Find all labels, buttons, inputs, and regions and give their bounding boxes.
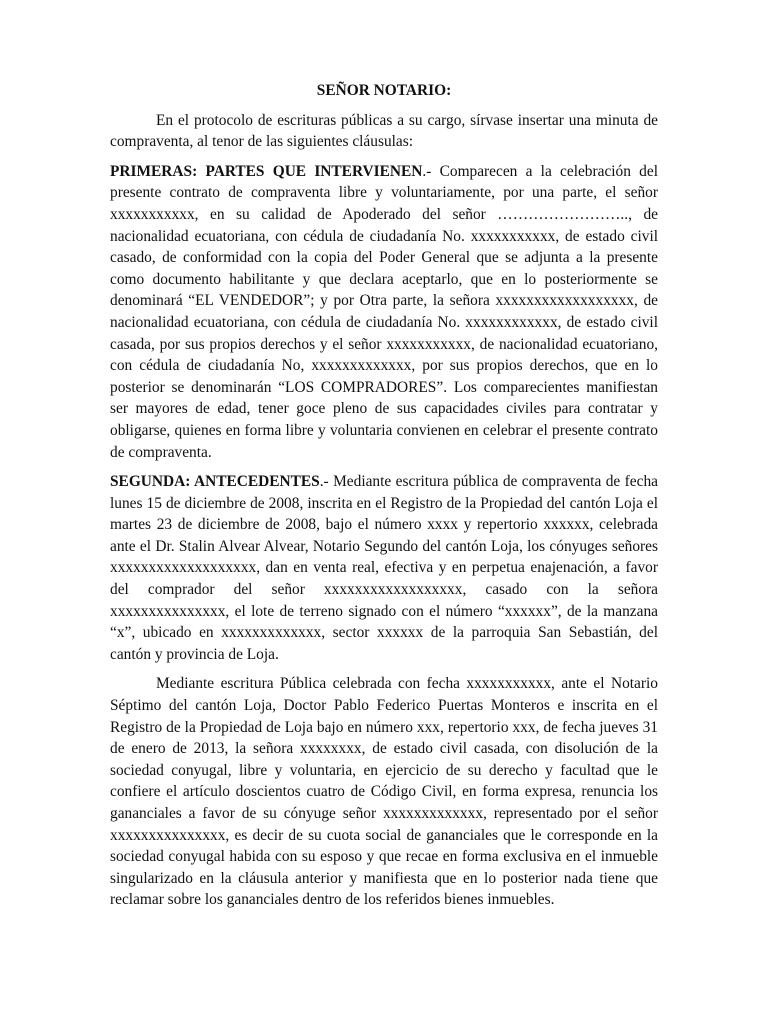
clause-background-text: .- Mediante escritura pública de compraventa de fecha lunes 15 de diciembre de 2008, inscrita en el Registro de la Propiedad del cantón Loja el martes 23 de diciembre de 2008, bajo el número xxxx y repertorio xxxxxx, celebrada ante el Dr. Stalin Alvear Alvear, Notario Segundo del cantón Loja, los cónyuges señores xxxxxxxxxxxxxxxxxxx, dan en venta real, efectiva y en perpetua enajenación, a favor del comprador del señor xxxxxxxxxxxxxxxxxx, casado con la señora xxxxxxxxxxxxxxx, el lote de terreno signado con el número “xxxxxx”, de la manzana “x”, ubicado en xxxxxxxxxxxxx, sector xxxxxx de la parroquia San Sebastián, del cantón y provincia de Loja. <box>110 473 658 663</box>
document-title: SEÑOR NOTARIO: <box>316 82 452 99</box>
clause-parties-heading: PRIMERAS: PARTES QUE INTERVIENEN <box>110 162 423 180</box>
clause-background-heading: SEGUNDA: ANTECEDENTES <box>110 473 320 491</box>
document-body <box>110 80 658 919</box>
intro-paragraph: En el protocolo de escrituras públicas a su cargo, sírvase insertar una minuta de compraventa, al tenor de las siguientes cláusulas: <box>110 111 658 151</box>
clause-parties-paragraph <box>110 161 658 463</box>
clause-background-paragraph <box>110 471 658 665</box>
clause-parties-text: .- Comparecen a la celebración del presente contrato de compraventa libre y voluntariamente, por una parte, el señor xxxxxxxxxxx, en su calidad de Apoderado del señor …………………….., de nacionalidad ecuatoriana, con cédula de ciudadanía No. xxxxxxxxxxx, de estado civil casado, de conformidad con la copia del Poder General que se adjunta a la presente como documento habilitante y que declara aceptarlo, que en lo posteriormente se denominará “EL VENDEDOR”; y por Otra parte, la señora xxxxxxxxxxxxxxxxxx, de nacionalidad ecuatoriana, con cédula de ciudadanía No. xxxxxxxxxxxx, de estado civil casada, por sus propios derechos y el señor xxxxxxxxxxx, de nacionalidad ecuatoriano, con cédula de ciudadanía No, xxxxxxxxxxxxx, por sus propios derechos, que en lo posterior se denominarán “LOS COMPRADORES”. Los comparecientes manifiestan ser mayores de edad, tener goce pleno de sus capacidades civiles para contratar y obligarse, quienes en forma libre y voluntaria convienen en celebrar el presente contrato de compraventa. <box>110 162 658 461</box>
clause-background-continued-paragraph: Mediante escritura Pública celebrada con fecha xxxxxxxxxxx, ante el Notario Séptimo del cantón Loja, Doctor Pablo Federico Puertas Monteros e inscrita en el Registro de la Propiedad de Loja bajo en número xxx, repertorio xxx, de fecha jueves 31 de enero de 2013, la señora xxxxxxxx, de estado civil casada, con disolución de la sociedad conyugal, libre y voluntaria, en ejercicio de su derecho y facultad que le confiere el artículo doscientos cuatro de Código Civil, en forma expresa, renuncia los gananciales a favor de su cónyuge señor xxxxxxxxxxxxx, representado por el señor xxxxxxxxxxxxxxx, es decir de su cuota social de gananciales que le corresponde en la sociedad conyugal habida con su esposo y que recae en forma exclusiva en el inmueble singularizado en la cláusula anterior y manifiesta que en lo posterior nada tiene que reclamar sobre los gananciales dentro de los referidos bienes inmuebles. <box>110 675 658 909</box>
